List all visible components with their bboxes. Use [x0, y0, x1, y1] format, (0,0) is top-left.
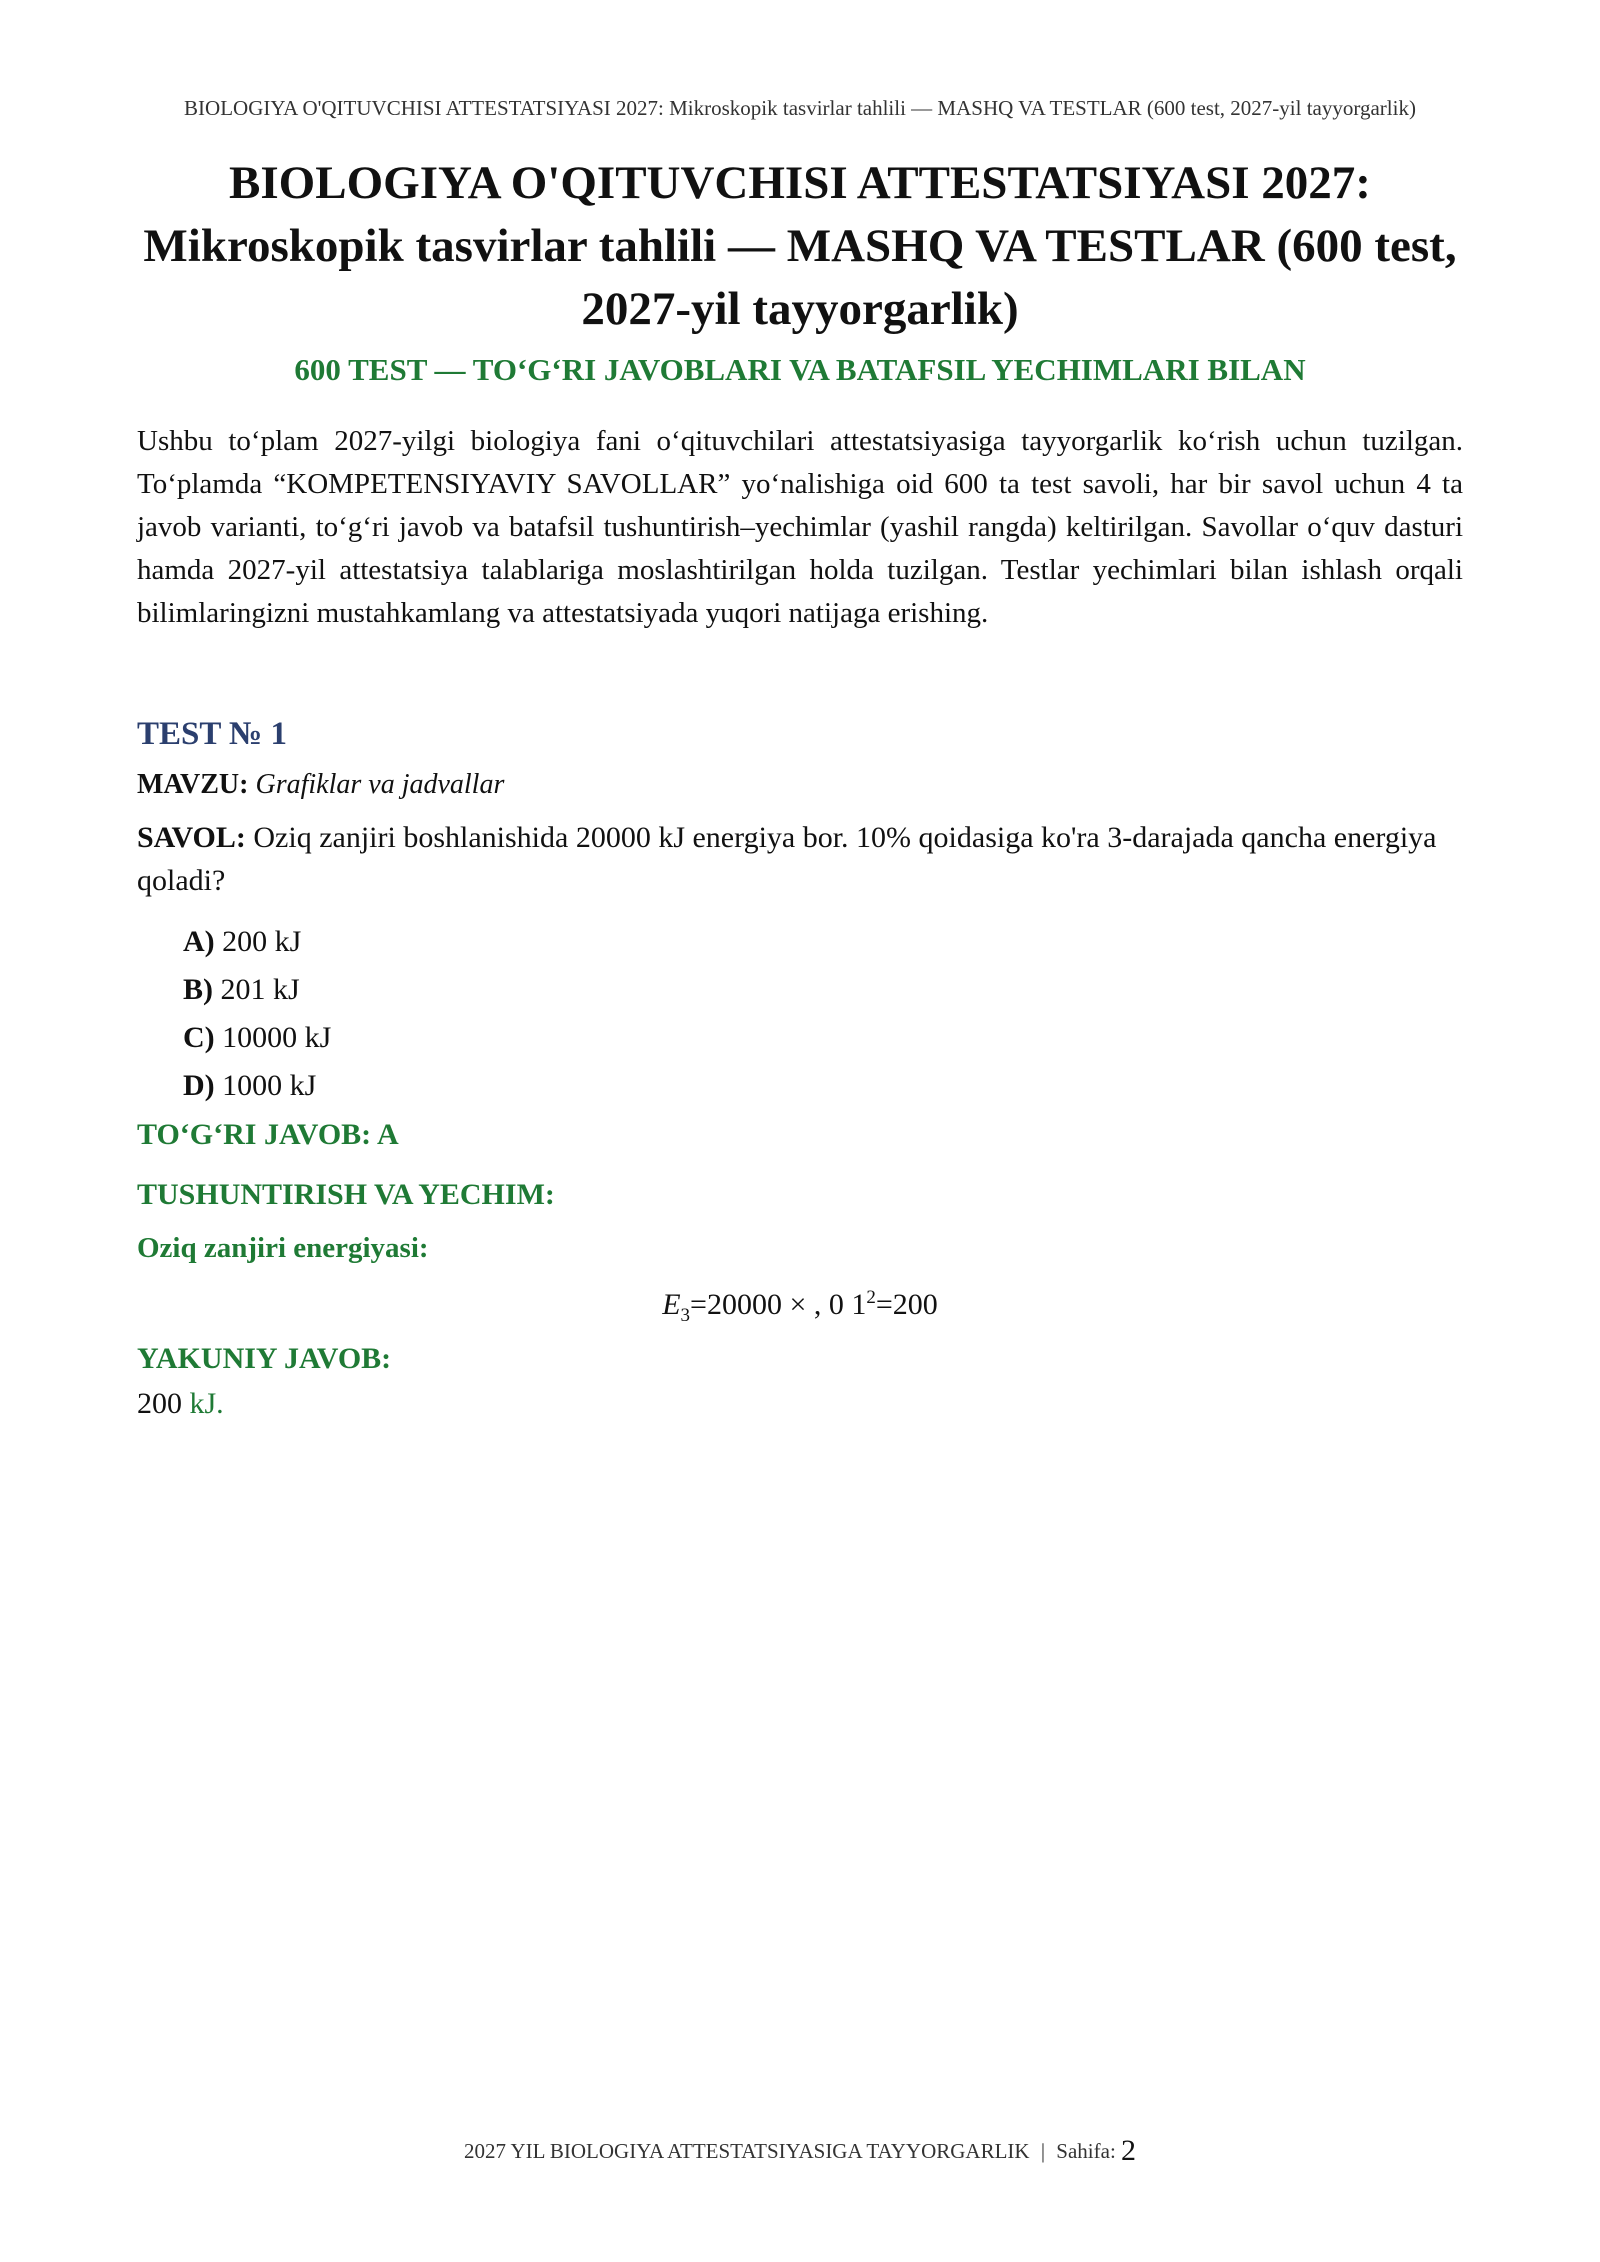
topic-value: Grafiklar va jadvallar: [255, 769, 505, 800]
page-footer: [0, 2134, 1600, 2168]
explanation-heading: TUSHUNTIRISH VA YECHIM:: [137, 1178, 555, 1211]
option-text: 1000 kJ: [222, 1069, 317, 1102]
question-label: SAVOL:: [137, 821, 246, 854]
formula-subscript: 3: [680, 1305, 691, 1326]
test-heading: TEST № 1: [137, 716, 287, 752]
page-number: 2: [1121, 2134, 1137, 2167]
footer-separator: |: [1040, 2139, 1046, 2163]
option-letter: A): [183, 925, 215, 958]
answer-options: [183, 918, 331, 1110]
option-text: 10000 kJ: [222, 1021, 332, 1054]
question-text: [137, 816, 1463, 902]
option-a: [183, 918, 331, 966]
document-title: BIOLOGIYA O'QITUVCHISI ATTESTATSIYASI 2027: Mikroskopik tasvirlar tahlili — MASHQ VA TESTLAR (600 test, 2027-yil tayyorgarlik): [143, 157, 1457, 335]
final-answer-unit: kJ.: [189, 1387, 224, 1420]
option-d: [183, 1062, 331, 1110]
formula-variable: E: [662, 1288, 681, 1321]
document-subtitle: 600 TEST — TO‘G‘RI JAVOBLARI VA BATAFSIL YECHIMLARI BILAN: [294, 352, 1306, 387]
page-label: Sahifa:: [1056, 2139, 1116, 2163]
topic-label: MAVZU:: [137, 769, 249, 800]
energy-formula: [0, 1278, 1600, 1336]
running-header: BIOLOGIYA O'QITUVCHISI ATTESTATSIYASI 2027: Mikroskopik tasvirlar tahlili — MASHQ VA TESTLAR (600 test, 2027-yil tayyorgarlik): [184, 96, 1416, 120]
formula-result: =200: [875, 1288, 938, 1321]
energy-subheading: Oziq zanjiri energiyasi:: [137, 1232, 429, 1264]
option-text: 201 kJ: [220, 973, 300, 1006]
final-answer: [137, 1385, 224, 1423]
topic-line: [137, 767, 504, 803]
formula-exponent: 2: [866, 1287, 876, 1308]
option-letter: D): [183, 1069, 215, 1102]
formula-expression: =20000 × , 0 1: [690, 1288, 867, 1321]
question-body: Oziq zanjiri boshlanishida 20000 kJ energiya bor. 10% qoidasiga ko'ra 3-darajada qancha energiya qoladi?: [137, 821, 1437, 897]
final-answer-value: 200: [137, 1387, 182, 1420]
final-answer-heading: YAKUNIY JAVOB:: [137, 1342, 392, 1375]
option-letter: B): [183, 973, 213, 1006]
option-c: [183, 1014, 331, 1062]
intro-paragraph: Ushbu to‘plam 2027-yilgi biologiya fani o‘qituvchilari attestatsiyasiga tayyorgarlik ko‘rish uchun tuzilgan. To‘plamda “KOMPETENSIYAVIY SAVOLLAR” yo‘nalishiga oid 600 ta test savoli, har bir savol uchun 4 ta javob varianti, to‘g‘ri javob va batafsil tushuntirish–yechimlar (yashil rangda) keltirilgan. Savollar o‘quv dasturi hamda 2027-yil attestatsiya talablariga moslashtirilgan holda tuzilgan. Testlar yechimlari bilan ishlash orqali bilimlaringizni mustahkamlang va attestatsiyada yuqori natijaga erishing.: [137, 425, 1463, 629]
footer-text: 2027 YIL BIOLOGIYA ATTESTATSIYASIGA TAYYORGARLIK: [463, 2139, 1030, 2163]
option-text: 200 kJ: [222, 925, 302, 958]
correct-answer: TO‘G‘RI JAVOB: A: [137, 1118, 399, 1151]
option-letter: C): [183, 1021, 215, 1054]
option-b: [183, 966, 331, 1014]
